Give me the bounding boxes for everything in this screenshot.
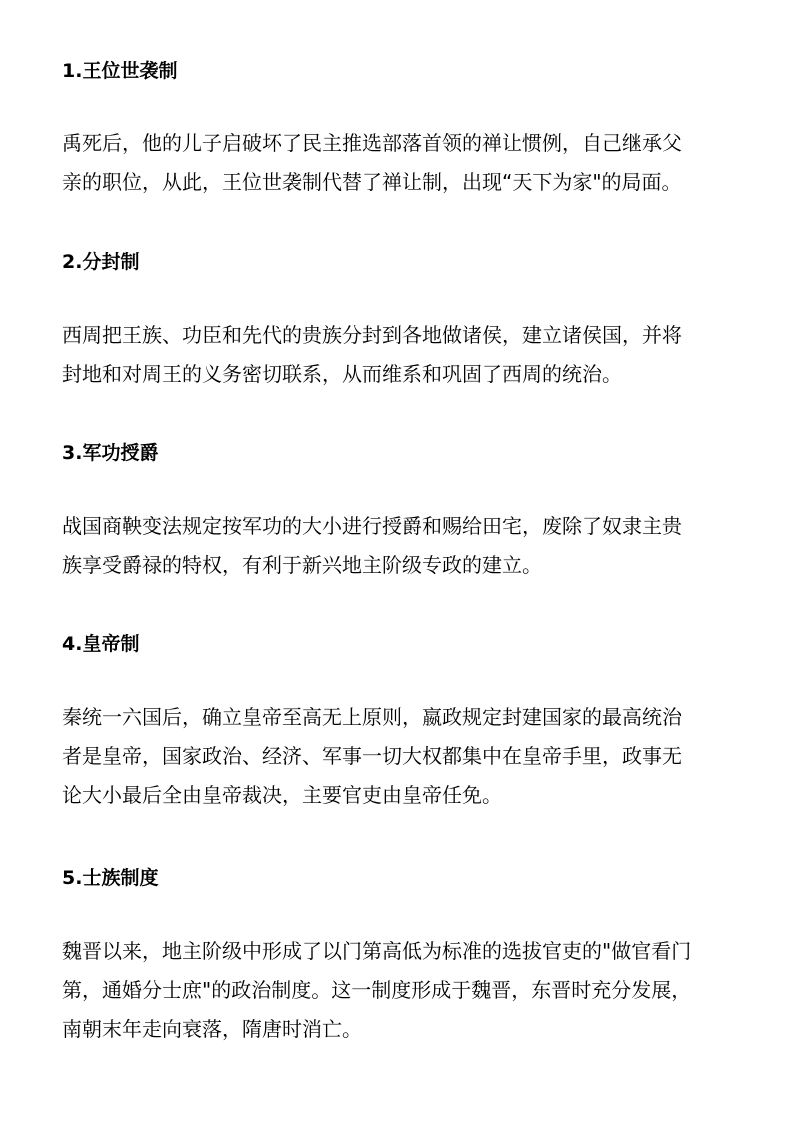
- section-heading-4: 4.皇帝制: [62, 633, 140, 655]
- section-heading-2: 2.分封制: [62, 251, 140, 273]
- section-heading-3: 3.军功授爵: [62, 442, 159, 464]
- section-body-4: [62, 698, 682, 815]
- body-line: 族享受爵禄的特权，有利于新兴地主阶级专政的建立。: [62, 553, 542, 577]
- section-body-3: [62, 507, 682, 585]
- section-heading-5: 5.士族制度: [62, 867, 159, 889]
- body-line: 亲的职位，从此，王位世袭制代替了禅让制，出现“天下为家"的局面。: [62, 170, 682, 194]
- body-line: 战国商鞅变法规定按军功的大小进行授爵和赐给田宅，废除了奴隶主贵: [62, 514, 682, 538]
- body-line: 秦统一六国后，确立皇帝至高无上原则，嬴政规定封建国家的最高统治: [62, 705, 682, 729]
- body-line: 论大小最后全由皇帝裁决，主要官吏由皇帝任免。: [62, 783, 502, 807]
- body-line: 禹死后，他的儿子启破坏了民主推选部落首领的禅让惯例，自己继承父: [62, 131, 682, 155]
- body-line: 第，通婚分士庶"的政治制度。这一制度形成于魏晋，东晋时充分发展，: [62, 978, 692, 1002]
- body-line: 魏晋以来，地主阶级中形成了以门第高低为标准的选拔官吏的"做官看门: [62, 939, 692, 963]
- section-heading-1: 1.王位世袭制: [62, 60, 178, 82]
- body-line: 封地和对周王的义务密切联系，从而维系和巩固了西周的统治。: [62, 362, 622, 386]
- body-line: 南朝末年走向衰落，隋唐时消亡。: [62, 1017, 362, 1041]
- section-body-1: [62, 124, 682, 202]
- body-line: 者是皇帝，国家政治、经济、军事一切大权都集中在皇帝手里，政事无: [62, 744, 682, 768]
- body-line: 西周把王族、功臣和先代的贵族分封到各地做诸侯，建立诸侯国，并将: [62, 323, 682, 347]
- section-body-5: [62, 932, 691, 1049]
- section-body-2: [62, 316, 682, 394]
